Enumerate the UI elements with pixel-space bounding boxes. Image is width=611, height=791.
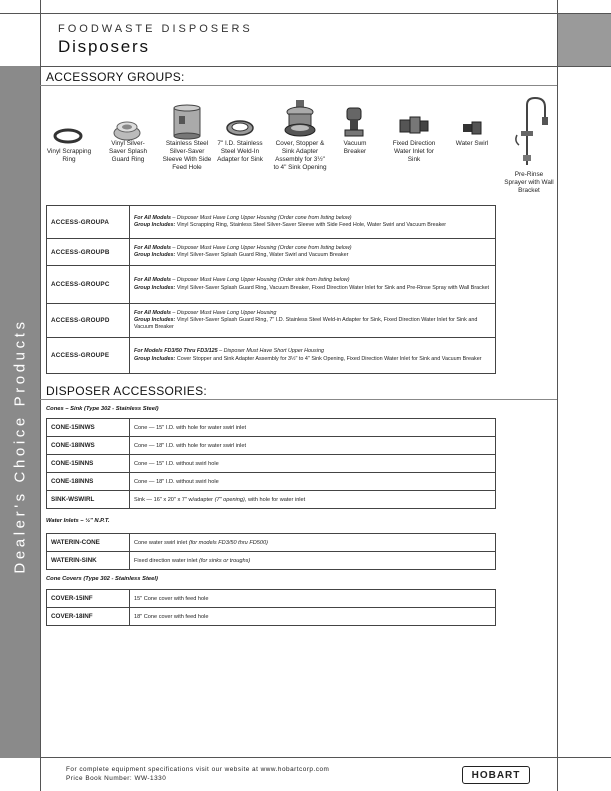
item-description: Cone — 15" I.D. with hole for water swirl inlet: [130, 419, 496, 437]
right-tab: [558, 14, 611, 66]
product-label: Vinyl Silver-Saver Splash Guard Ring: [108, 140, 147, 163]
item-description: Cone — 15" I.D. without swirl hole: [130, 455, 496, 473]
group-code: ACCESS-GROUPE: [47, 338, 130, 374]
item-code: WATERIN-SINK: [47, 552, 130, 570]
scrapping-ring-image: [53, 128, 83, 144]
table-row: [47, 266, 496, 304]
item-code: CONE-15INNS: [47, 455, 130, 473]
group-code: ACCESS-GROUPB: [47, 239, 130, 266]
product-label: Vacuum Breaker: [343, 140, 367, 155]
item-description: Cone — 18" I.D. without swirl hole: [130, 473, 496, 491]
footer-price-book: Price Book Number: WW-1330: [66, 775, 167, 782]
cone-covers-table: [46, 589, 496, 626]
vacuum-breaker-image: [343, 106, 365, 138]
item-description: Fixed direction water inlet (for sinks or troughs): [130, 552, 496, 570]
item-code: SINK-WSWIRL: [47, 491, 130, 509]
accessory-groups-table: [46, 205, 496, 374]
water-inlets-heading: Water Inlets – ½" N.P.T.: [46, 518, 110, 524]
sidebar: [0, 66, 40, 758]
top-rule: [0, 13, 611, 14]
right-rule: [557, 0, 558, 791]
table-row: [47, 206, 496, 239]
weld-in-adapter-image: [225, 118, 255, 138]
product-label: 7" I.D. Stainless Steel Weld-In Adapter for Sink: [217, 140, 263, 163]
item-description: 18" Cone cover with feed hole: [130, 608, 496, 626]
table-row: [47, 590, 496, 608]
cones-table: [46, 418, 496, 509]
item-code: COVER-18INF: [47, 608, 130, 626]
section-rule: [40, 85, 557, 86]
silver-saver-sleeve-image: [171, 104, 203, 142]
hobart-logo: HOBART: [462, 766, 530, 784]
item-description: Sink — 16" x 20" x 7" w/adapter (7" opening), with hole for water inlet: [130, 491, 496, 509]
page-title: Disposers: [58, 37, 150, 56]
table-row: [47, 419, 496, 437]
product-label: Pre-Rinse Sprayer with Wall Bracket: [504, 171, 554, 194]
table-row: [47, 608, 496, 626]
cone-covers-heading: Cone Covers (Type 302 - Stainless Steel): [46, 576, 158, 582]
item-code: CONE-18INNS: [47, 473, 130, 491]
table-row: [47, 437, 496, 455]
pre-rinse-sprayer-image: [511, 95, 551, 169]
table-row: [47, 304, 496, 338]
cover-stopper-image: [283, 98, 317, 142]
footer-website-line: For complete equipment specifications visit our website at www.hobartcorp.com: [66, 766, 330, 773]
group-description: For All Models – Disposer Must Have Long Upper Housing Group Includes: Vinyl Silver-Saver Splash Guard Ring, 7" I.D. Stainless Steel Weld-in Adapter for Sink, Fixed Direction Water Inlet for Sink and Vacuum Breaker: [130, 304, 496, 338]
table-row: [47, 455, 496, 473]
product-label: Stainless Steel Silver-Saver Sleeve With Side Feed Hole: [162, 140, 212, 171]
page-category: FOODWASTE DISPOSERS: [58, 23, 253, 35]
disposer-accessories-title: DISPOSER ACCESSORIES:: [46, 384, 208, 398]
footer-text: [66, 765, 329, 783]
product-label: Fixed Direction Water Inlet for Sink: [392, 140, 436, 163]
accessory-groups-title: ACCESSORY GROUPS:: [46, 70, 185, 84]
group-code: ACCESS-GROUPA: [47, 206, 130, 239]
table-row: [47, 552, 496, 570]
item-description: Cone — 18" I.D. with hole for water swirl inlet: [130, 437, 496, 455]
table-row: [47, 239, 496, 266]
table-row: [47, 534, 496, 552]
item-description: Cone water swirl inlet (for models FD3/50 thru FD500): [130, 534, 496, 552]
item-code: CONE-18INWS: [47, 437, 130, 455]
product-label: Vinyl Scrapping Ring: [46, 148, 92, 163]
section-rule: [40, 399, 557, 400]
item-code: COVER-15INF: [47, 590, 130, 608]
water-inlet-image: [398, 114, 430, 136]
left-rule: [40, 0, 41, 791]
group-description: For Models FD3/50 Thru FD3/125 – Disposer Must Have Short Upper Housing Group Includes: Cover Stopper and Sink Adapter Assembly for 3½" to 4" Sink Opening, Fixed Direction Water Inlet for Sink and Vacuum Breaker: [130, 338, 496, 374]
product-label: Cover, Stopper & Sink Adapter Assembly for 3½" to 4" Sink Opening: [273, 140, 327, 171]
header-rule: [0, 66, 611, 67]
group-code: ACCESS-GROUPD: [47, 304, 130, 338]
table-row: [47, 338, 496, 374]
footer-rule: [0, 757, 611, 758]
group-description: For All Models – Disposer Must Have Long Upper Housing (Order cone from listing below) Group Includes: Vinyl Scrapping Ring, Stainless Steel Silver-Saver Sleeve with Side Feed Hole, Water Swirl and Vacuum Breaker: [130, 206, 496, 239]
sidebar-title: Dealer's Choice Products: [11, 318, 29, 574]
item-code: CONE-15INWS: [47, 419, 130, 437]
water-inlets-table: [46, 533, 496, 570]
group-code: ACCESS-GROUPC: [47, 266, 130, 304]
cones-heading: Cones – Sink (Type 302 - Stainless Steel): [46, 406, 159, 412]
group-description: For All Models – Disposer Must Have Long Upper Housing (Order cone from listing below) Group Includes: Vinyl Silver-Saver Splash Guard Ring, Water Swirl and Vacuum Breaker: [130, 239, 496, 266]
item-code: WATERIN-CONE: [47, 534, 130, 552]
product-label: Water Swirl: [455, 140, 489, 147]
group-description: For All Models – Disposer Must Have Long Upper Housing (Order sink from listing below) Group Includes: Vinyl Silver-Saver Splash Guard Ring, Vacuum Breaker, Fixed Direction Water Inlet for Sink and Pre-Rinse Spray with Wall Bracket: [130, 266, 496, 304]
table-row: [47, 473, 496, 491]
item-description: 15" Cone cover with feed hole: [130, 590, 496, 608]
table-row: [47, 491, 496, 509]
water-swirl-image: [461, 121, 483, 135]
